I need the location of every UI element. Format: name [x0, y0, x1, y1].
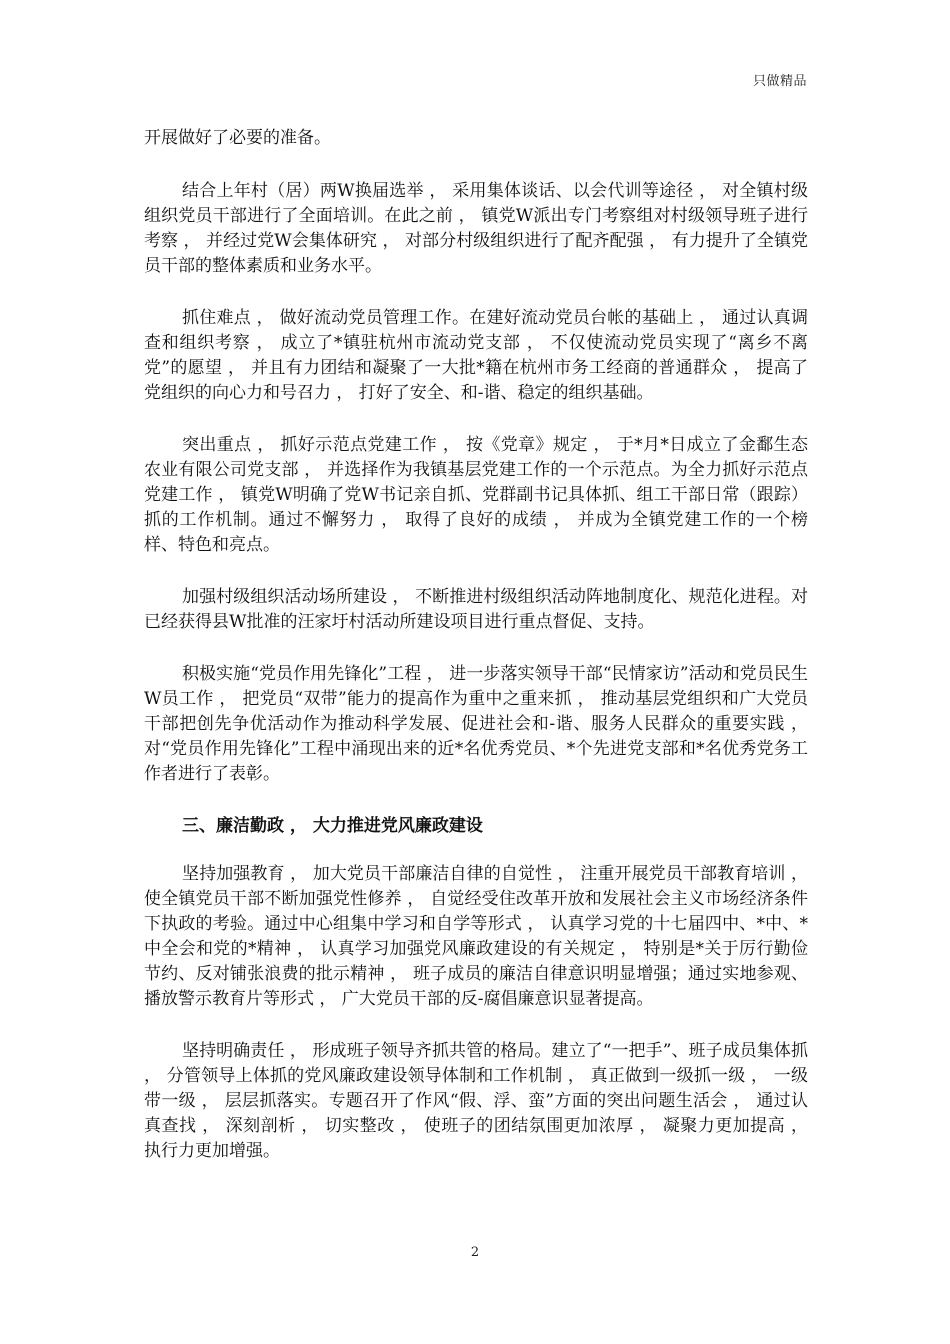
paragraph-mobile-members: 抓住难点 ， 做好流动党员管理工作。在建好流动党员台帐的基础上 ， 通过认真调查和组织考察 ， 成立了*镇驻杭州市流动党支部 ， 不仅使流动党员实现了“离乡不离党”的愿望 ， 并且有力团结和凝聚了一大批*籍在杭州市务工经商的普通群众 ， 提高了党组织的向心力和号召力 ， 打好了安全、和-谐、稳定的组织基础。: [144, 308, 808, 403]
paragraph-training: 结合上年村（居）两W换届选举 ， 采用集体谈话、以会代训等途径 ， 对全镇村级组织党员干部进行了全面培训。在此之前 ， 镇党W派出专门考察组对村级领导班子进行考察 ， 并经过党W会集体研究 ， 对部分村级组织进行了配齐配强 ， 有力提升了全镇党员干部的整体素质和业务水平。: [144, 181, 808, 276]
header-note: 只做精品: [752, 74, 807, 89]
paragraph-responsibility: 坚持明确责任 ， 形成班子领导齐抓共管的格局。建立了“一把手”、班子成员集体抓 ， 分管领导上体抓的党风廉政建设领导体制和工作机制 ， 真正做到一级抓一级 ， 一级带一级 ， 层层抓落实。专题召开了作风“假、浮、蛮”方面的突出问题生活会 ， 通过认真查找 ， 深刻剖析 ， 切实整改 ， 使班子的团结氛围更加浓厚 ， 凝聚力更加提高 ， 执行力更加增强。: [144, 1041, 808, 1161]
page-number: 2: [470, 1245, 480, 1260]
section-heading: 三、廉洁勤政 ， 大力推进党风廉政建设: [182, 816, 483, 836]
document-body: [144, 126, 808, 1191]
paragraph-education: 坚持加强教育 ， 加大党员干部廉洁自律的自觉性 ， 注重开展党员干部教育培训 ， 使全镇党员干部不断加强党性修养 ， 自觉经受住改革开放和发展社会主义市场经济条件下执政的考验。通过中心组集中学习和自学等形式 ， 认真学习党的十七届四中、*中、*中全会和党的*精神 ， 认真学习加强党风廉政建设的有关规定 ， 特别是*关于厉行勤俭节约、反对铺张浪费的批示精神 ， 班子成员的廉洁自律意识明显增强；通过实地参观、播放警示教育片等形式 ， 广大党员干部的反-腐倡廉意识显著提高。: [144, 864, 808, 1009]
paragraph-activity-venue: 加强村级组织活动场所建设 ， 不断推进村级组织活动阵地制度化、规范化进程。对已经获得县W批准的汪家圩村活动所建设项目进行重点督促、支持。: [144, 587, 808, 632]
paragraph-vanguard-project: 积极实施“党员作用先锋化”工程 ， 进一步落实领导干部“民情家访”活动和党员民生W员工作 ， 把党员“双带”能力的提高作为重中之重来抓 ， 推动基层党组织和广大党员干部把创先争优活动作为推动科学发展、促进社会和-谐、服务人民群众的重要实践 ， 对“党员作用先锋化”工程中涌现出来的近*名优秀党员、*个先进党支部和*名优秀党务工作者进行了表彰。: [144, 664, 808, 784]
paragraph-continuation: 开展做好了必要的准备。: [144, 128, 331, 148]
paragraph-demonstration-site: 突出重点 ， 抓好示范点党建工作 ， 按《党章》规定 ， 于*月*日成立了金鄱生态农业有限公司党支部 ， 并选择作为我镇基层党建工作的一个示范点。为全力抓好示范点党建工作 ， 镇党W明确了党W书记亲自抓、党群副书记具体抓、组工干部日常（跟踪）抓的工作机制。通过不懈努力 ， 取得了良好的成绩 ， 并成为全镇党建工作的一个榜样、特色和亮点。: [144, 435, 808, 555]
